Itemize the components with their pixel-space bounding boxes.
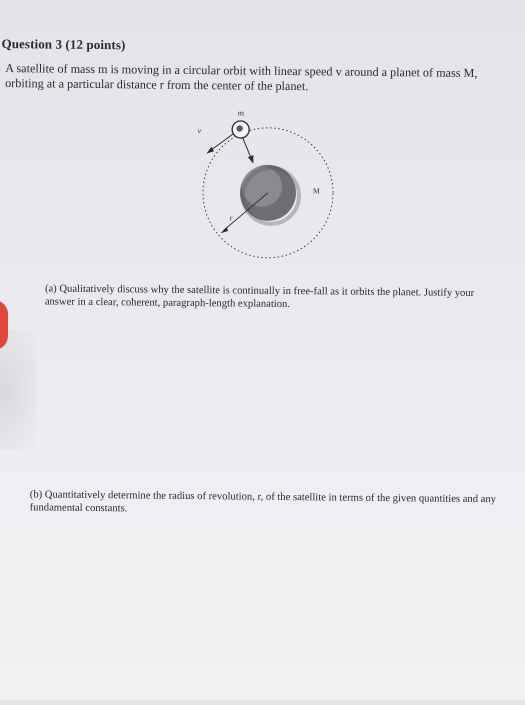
label-M: M <box>312 186 320 196</box>
velocity-arrowhead <box>206 147 214 154</box>
part-a-label: (a) <box>44 283 57 295</box>
part-a-text: Qualitatively discuss why the satellite is continually in free-fall as it orbits the planet. Justify your answer in a clear, coherent, paragraph-length explanation. <box>44 283 475 311</box>
page-edge-shadow <box>0 330 36 450</box>
label-m: m <box>237 108 245 118</box>
label-r: r <box>229 213 233 223</box>
part-b-label: (b) <box>29 489 43 501</box>
part-b <box>30 488 510 519</box>
question-stem: A satellite of mass m is moving in a circular orbit with linear speed v around a planet of mass M, orbiting at a particular distance r from the center of the planet. <box>5 61 478 94</box>
question-title: Question 3 (12 points) <box>1 36 126 53</box>
orbit-diagram <box>182 106 354 283</box>
label-v: v <box>197 126 202 136</box>
orbit-diagram-svg <box>182 106 354 283</box>
part-a <box>45 282 477 313</box>
part-b-text: Quantitatively determine the radius of revolution, r, of the satellite in terms of the given quantities and any fundamental constants. <box>29 489 497 515</box>
gravity-line <box>242 138 251 159</box>
gravity-arrowhead <box>248 155 254 164</box>
velocity-line <box>209 133 233 151</box>
